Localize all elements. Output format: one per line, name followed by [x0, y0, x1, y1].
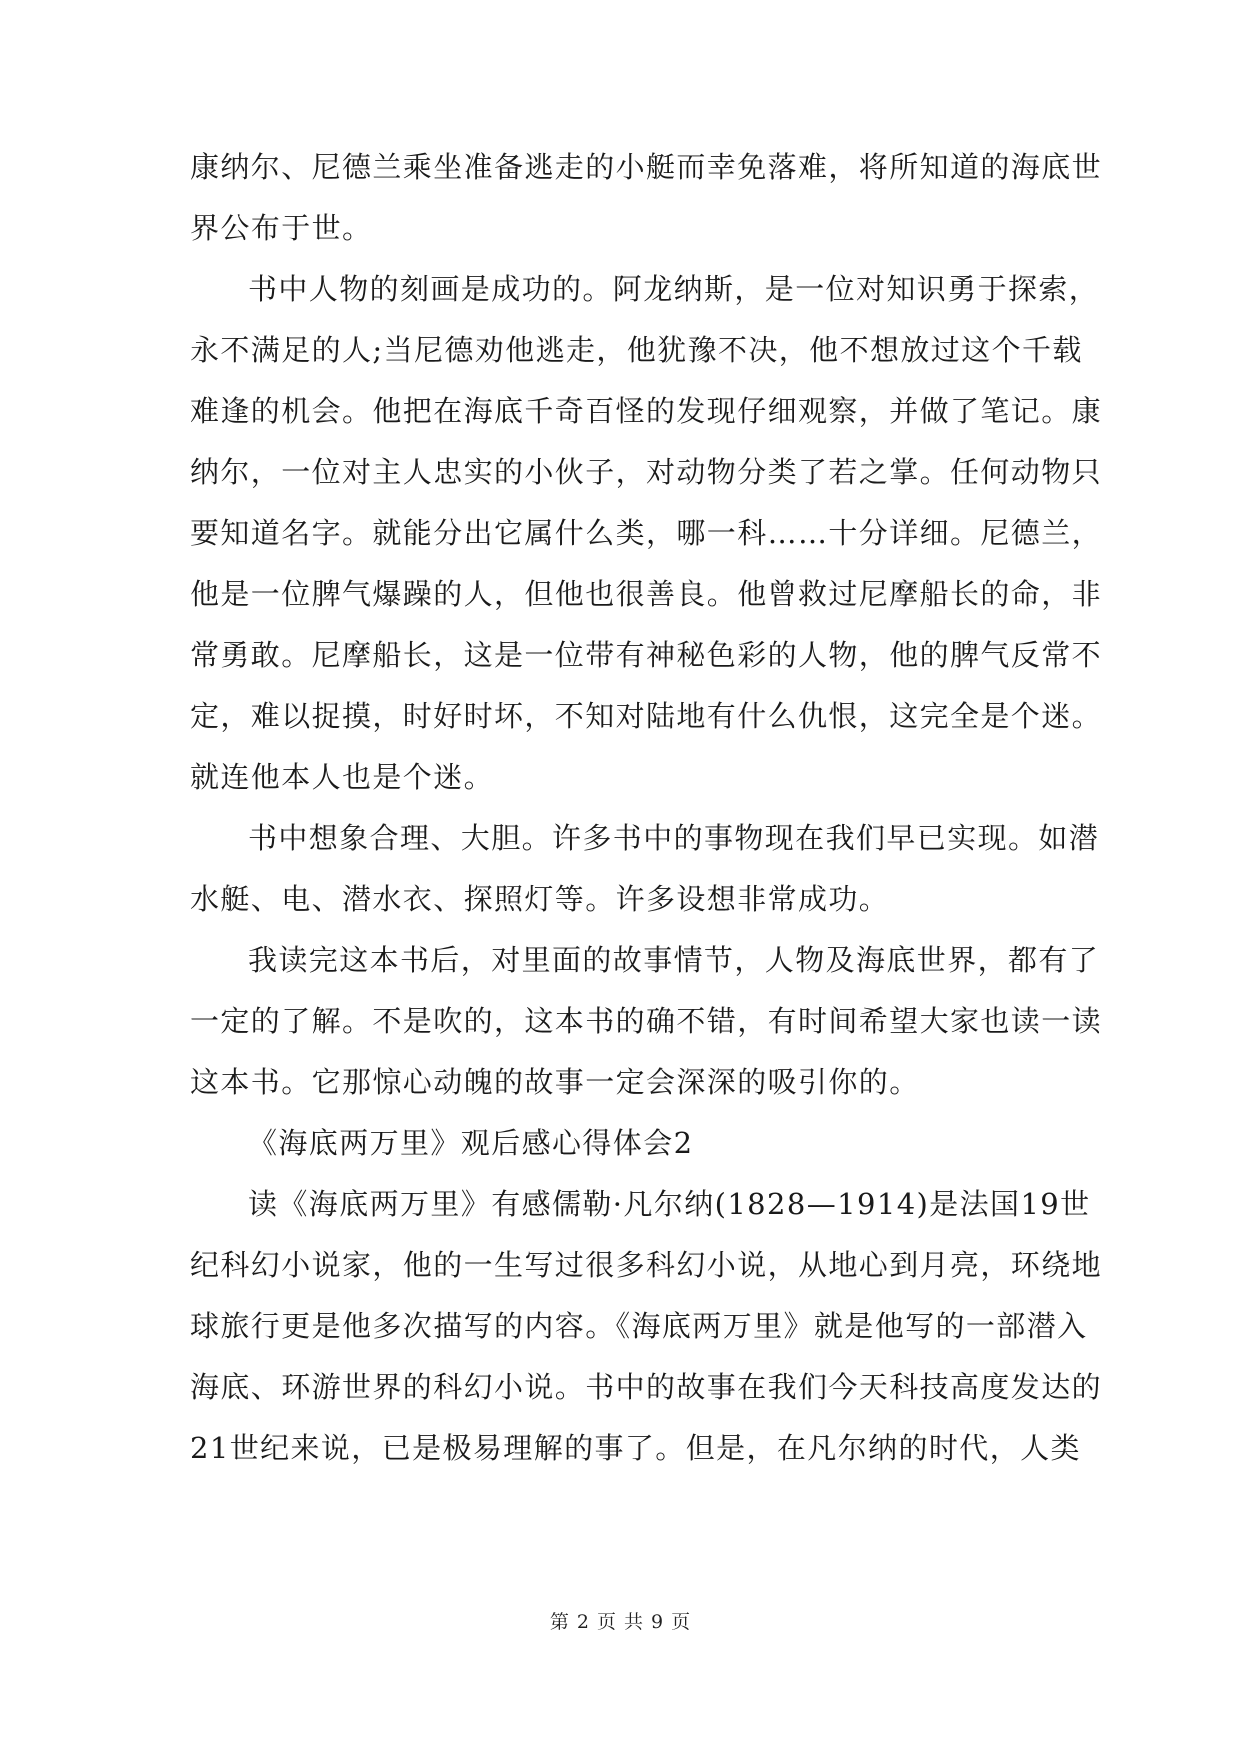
text-line: 球旅行更是他多次描写的内容。《海底两万里》就是他写的一部潜入: [190, 1309, 1088, 1343]
paragraph-start-line: 我读完这本书后，对里面的故事情节，人物及海底世界，都有了: [248, 943, 1100, 977]
page-number-footer: 第 2 页 共 9 页: [549, 1611, 692, 1633]
text-line: 这本书。它那惊心动魄的故事一定会深深的吸引你的。: [190, 1065, 920, 1099]
text-line: 难逢的机会。他把在海底千奇百怪的发现仔细观察，并做了笔记。康: [190, 394, 1103, 428]
text-line: 常勇敢。尼摩船长，这是一位带有神秘色彩的人物，他的脾气反常不: [190, 638, 1103, 672]
text-line: 康纳尔、尼德兰乘坐准备逃走的小艇而幸免落难，将所知道的海底世: [190, 150, 1103, 184]
text-line: 要知道名字。就能分出它属什么类，哪一科……十分详细。尼德兰，: [190, 516, 1103, 550]
text-line: 永不满足的人;当尼德劝他逃走，他犹豫不决，他不想放过这个千载: [190, 333, 1083, 367]
text-line: 纳尔，一位对主人忠实的小伙子，对动物分类了若之掌。任何动物只: [190, 455, 1103, 489]
text-line: 海底、环游世界的科幻小说。书中的故事在我们今天科技高度发达的: [190, 1370, 1103, 1404]
section-heading: 《海底两万里》观后感心得体会2: [248, 1126, 694, 1160]
text-line: 纪科幻小说家，他的一生写过很多科幻小说，从地心到月亮，环绕地: [190, 1248, 1103, 1282]
text-line: 一定的了解。不是吹的，这本书的确不错，有时间希望大家也读一读: [190, 1004, 1103, 1038]
text-line: 就连他本人也是个迷。: [190, 760, 495, 794]
text-line: 界公布于世。: [190, 211, 373, 245]
text-line: 21世纪来说，已是极易理解的事了。但是，在凡尔纳的时代，人类: [190, 1431, 1081, 1465]
text-line: 他是一位脾气爆躁的人，但他也很善良。他曾救过尼摩船长的命，非: [190, 577, 1103, 611]
text-line: 定，难以捉摸，时好时坏，不知对陆地有什么仇恨，这完全是个迷。: [190, 699, 1103, 733]
paragraph-start-line: 书中想象合理、大胆。许多书中的事物现在我们早已实现。如潜: [248, 821, 1100, 855]
text-line: 水艇、电、潜水衣、探照灯等。许多设想非常成功。: [190, 882, 890, 916]
paragraph-start-line: 书中人物的刻画是成功的。阿龙纳斯，是一位对知识勇于探索，: [248, 272, 1100, 306]
paragraph-start-line: 读《海底两万里》有感儒勒·凡尔纳(1828—1914)是法国19世: [248, 1187, 1091, 1221]
